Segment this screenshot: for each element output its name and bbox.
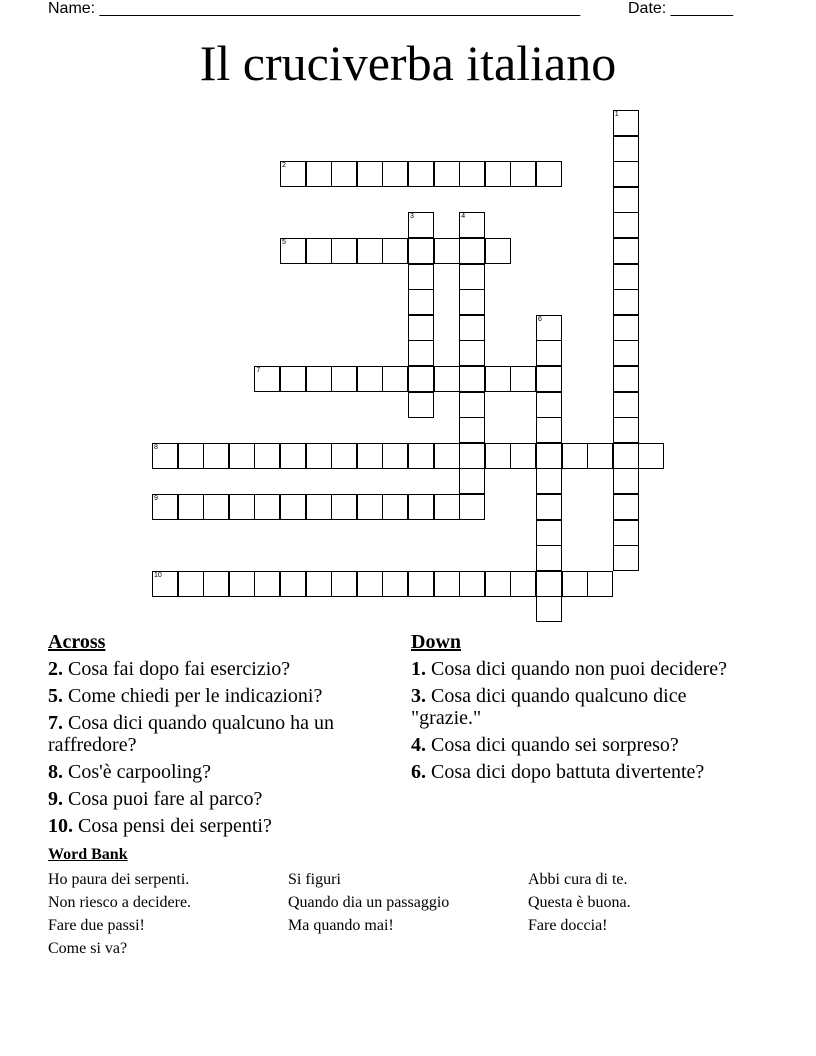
clue-text: Come chiedi per le indicazioni? (63, 685, 323, 707)
grid-cell[interactable] (408, 340, 434, 366)
date-field[interactable]: Date: _______ (628, 0, 733, 17)
grid-cell[interactable] (459, 571, 485, 597)
grid-cell[interactable] (357, 571, 383, 597)
grid-cell[interactable] (203, 571, 229, 597)
grid-cell[interactable] (613, 238, 639, 264)
grid-cell[interactable] (280, 443, 306, 469)
clue-number: 6 (538, 315, 542, 323)
clue-number-label: 2. (48, 658, 63, 680)
grid-cell[interactable] (613, 468, 639, 494)
word-bank-item: Ma quando mai! (288, 917, 394, 934)
grid-cell[interactable] (280, 571, 306, 597)
grid-cell[interactable] (587, 571, 613, 597)
clue-number: 5 (282, 239, 286, 246)
grid-cell[interactable] (408, 315, 434, 341)
grid-cell[interactable] (254, 443, 280, 469)
grid-cell[interactable] (613, 161, 639, 187)
grid-cell[interactable] (357, 366, 383, 392)
grid-cell[interactable] (280, 238, 306, 264)
grid-cell[interactable] (613, 110, 639, 136)
grid-cell[interactable] (434, 238, 460, 264)
grid-cell[interactable] (536, 417, 562, 443)
grid-cell[interactable] (331, 571, 357, 597)
grid-cell[interactable] (562, 571, 588, 597)
grid-cell[interactable] (408, 161, 434, 187)
grid-cell[interactable] (459, 417, 485, 443)
grid-cell[interactable] (306, 571, 332, 597)
grid-cell[interactable] (254, 366, 280, 392)
clue-number: 7 (256, 367, 261, 374)
grid-cell[interactable] (613, 545, 639, 571)
clue-number-label: 10. (48, 815, 73, 837)
clue-item (48, 815, 393, 837)
word-bank-heading: Word Bank (48, 846, 128, 863)
grid-cell[interactable] (485, 571, 511, 597)
grid-cell[interactable] (408, 264, 434, 290)
grid-cell[interactable] (459, 468, 485, 494)
grid-cell[interactable] (152, 443, 178, 469)
word-bank-item: Quando dia un passaggio (288, 894, 450, 911)
clue-text: Cosa dici quando qualcuno dice "grazie." (411, 685, 687, 729)
word-bank-list (48, 868, 768, 960)
grid-cell[interactable] (203, 494, 229, 520)
grid-cell[interactable] (613, 443, 639, 469)
grid-cell[interactable] (459, 161, 485, 187)
grid-cell[interactable] (408, 494, 434, 520)
grid-cell[interactable] (434, 494, 460, 520)
clue-item (48, 658, 393, 680)
grid-cell[interactable] (178, 494, 204, 520)
grid-cell[interactable] (306, 161, 332, 187)
clue-number: 1 (614, 111, 619, 118)
grid-cell[interactable] (357, 161, 383, 187)
clue-text: Cos'è carpooling? (63, 761, 212, 783)
clue-number-label: 9. (48, 788, 63, 810)
word-bank-item: Si figuri (288, 871, 341, 888)
grid-cell[interactable] (434, 571, 460, 597)
grid-cell[interactable] (254, 571, 280, 597)
grid-cell[interactable] (536, 161, 562, 187)
grid-cell[interactable] (459, 443, 485, 469)
grid-cell[interactable] (152, 494, 178, 520)
grid-cell[interactable] (459, 315, 485, 341)
grid-cell[interactable] (485, 238, 511, 264)
grid-cell[interactable] (510, 366, 536, 392)
clue-number-label: 5. (48, 685, 63, 707)
grid-cell[interactable] (536, 596, 562, 622)
grid-cell[interactable] (613, 392, 639, 418)
grid-cell[interactable] (510, 443, 536, 469)
grid-cell[interactable] (229, 443, 255, 469)
grid-cell[interactable] (613, 212, 639, 238)
clue-text: Cosa pensi dei serpenti? (73, 815, 272, 837)
clue-number: 4 (461, 213, 466, 221)
grid-cell[interactable] (178, 443, 204, 469)
clue-number-label: 1. (411, 658, 426, 680)
grid-cell[interactable] (485, 161, 511, 187)
grid-cell[interactable] (382, 161, 408, 187)
grid-cell[interactable] (613, 264, 639, 290)
clue-number: 10 (154, 571, 162, 579)
word-bank-item: Come si va? (48, 940, 128, 957)
grid-cell[interactable] (280, 366, 306, 392)
grid-cell[interactable] (536, 315, 562, 341)
grid-cell[interactable] (152, 571, 178, 597)
down-heading: Down (411, 631, 462, 653)
grid-cell[interactable] (510, 161, 536, 187)
clue-text: Cosa fai dopo fai esercizio? (63, 658, 291, 680)
grid-cell[interactable] (459, 238, 485, 264)
across-clue-list (48, 658, 393, 837)
clue-number-label: 7. (48, 712, 63, 734)
grid-cell[interactable] (408, 443, 434, 469)
grid-cell[interactable] (331, 366, 357, 392)
grid-cell[interactable] (306, 238, 332, 264)
clue-text: Cosa puoi fare al parco? (63, 788, 263, 810)
grid-cell[interactable] (459, 340, 485, 366)
clue-number-label: 6. (411, 761, 426, 783)
grid-cell[interactable] (382, 571, 408, 597)
clue-item (48, 685, 393, 707)
clue-text: Cosa dici quando qualcuno ha un raffredore? (48, 712, 335, 756)
down-clue-list (411, 658, 751, 783)
grid-cell[interactable] (485, 443, 511, 469)
grid-cell[interactable] (178, 571, 204, 597)
grid-cell[interactable] (382, 443, 408, 469)
grid-cell[interactable] (613, 340, 639, 366)
grid-cell[interactable] (203, 443, 229, 469)
across-heading: Across (48, 631, 106, 653)
clue-item (411, 734, 751, 756)
clue-item (48, 788, 393, 810)
grid-cell[interactable] (254, 494, 280, 520)
grid-cell[interactable] (306, 443, 332, 469)
grid-cell[interactable] (229, 571, 255, 597)
grid-cell[interactable] (459, 392, 485, 418)
grid-cell[interactable] (613, 315, 639, 341)
grid-cell[interactable] (613, 520, 639, 546)
clue-text: Cosa dici quando non puoi decidere? (426, 658, 728, 680)
name-field[interactable]: Name: ______________________________________________________ (48, 0, 581, 17)
grid-cell[interactable] (536, 443, 562, 469)
grid-cell[interactable] (229, 494, 255, 520)
grid-cell[interactable] (562, 443, 588, 469)
grid-cell[interactable] (587, 443, 613, 469)
grid-cell[interactable] (331, 161, 357, 187)
clue-number: 3 (410, 213, 414, 221)
grid-cell[interactable] (485, 366, 511, 392)
grid-cell[interactable] (306, 494, 332, 520)
grid-cell[interactable] (357, 443, 383, 469)
grid-cell[interactable] (536, 520, 562, 546)
grid-cell[interactable] (408, 571, 434, 597)
grid-cell[interactable] (408, 212, 434, 238)
clue-item (48, 712, 393, 756)
grid-cell[interactable] (408, 392, 434, 418)
clue-number: 2 (282, 162, 286, 170)
grid-cell[interactable] (382, 238, 408, 264)
grid-cell[interactable] (613, 289, 639, 315)
grid-cell[interactable] (459, 366, 485, 392)
word-bank-item: Abbi cura di te. (528, 871, 628, 888)
grid-cell[interactable] (434, 366, 460, 392)
clue-item (411, 761, 751, 783)
page-title: Il cruciverba italiano (199, 35, 617, 91)
grid-cell[interactable] (536, 366, 562, 392)
grid-cell[interactable] (613, 136, 639, 162)
grid-cell[interactable] (536, 545, 562, 571)
clue-number: 8 (154, 443, 158, 451)
grid-cell[interactable] (331, 494, 357, 520)
grid-cell[interactable] (382, 366, 408, 392)
across-clues (48, 630, 393, 842)
clue-item (411, 658, 751, 680)
grid-cell[interactable] (613, 187, 639, 213)
word-bank-item: Fare due passi! (48, 917, 145, 934)
clue-text: Cosa dici quando sei sorpreso? (426, 734, 679, 756)
grid-cell[interactable] (280, 161, 306, 187)
grid-cell[interactable] (331, 238, 357, 264)
grid-cell[interactable] (408, 238, 434, 264)
word-bank-item: Ho paura dei serpenti. (48, 871, 190, 888)
grid-cell[interactable] (638, 443, 664, 469)
grid-cell[interactable] (536, 340, 562, 366)
grid-cell[interactable] (280, 494, 306, 520)
grid-cell[interactable] (459, 494, 485, 520)
grid-cell[interactable] (536, 392, 562, 418)
grid-cell[interactable] (434, 443, 460, 469)
clue-text: Cosa dici dopo battuta divertente? (426, 761, 705, 783)
grid-cell[interactable] (613, 417, 639, 443)
grid-cell[interactable] (357, 238, 383, 264)
grid-cell[interactable] (536, 571, 562, 597)
grid-cell[interactable] (613, 494, 639, 520)
clue-number-label: 4. (411, 734, 426, 756)
word-bank-item: Questa è buona. (528, 894, 631, 911)
clue-number: 9 (154, 495, 158, 502)
grid-cell[interactable] (434, 161, 460, 187)
down-clues (411, 630, 751, 788)
grid-cell[interactable] (382, 494, 408, 520)
grid-cell[interactable] (459, 264, 485, 290)
grid-cell[interactable] (613, 366, 639, 392)
grid-cell[interactable] (536, 494, 562, 520)
word-bank (48, 845, 768, 960)
grid-cell[interactable] (331, 443, 357, 469)
grid-cell[interactable] (408, 289, 434, 315)
grid-cell[interactable] (306, 366, 332, 392)
clue-number-label: 8. (48, 761, 63, 783)
clue-number-label: 3. (411, 685, 426, 707)
grid-cell[interactable] (459, 212, 485, 238)
grid-cell[interactable] (357, 494, 383, 520)
grid-cell[interactable] (510, 571, 536, 597)
grid-cell[interactable] (536, 468, 562, 494)
word-bank-item: Fare doccia! (528, 917, 608, 934)
clue-item (48, 761, 393, 783)
word-bank-item: Non riesco a decidere. (48, 894, 192, 911)
grid-cell[interactable] (459, 289, 485, 315)
clue-item (411, 685, 751, 729)
grid-cell[interactable] (408, 366, 434, 392)
